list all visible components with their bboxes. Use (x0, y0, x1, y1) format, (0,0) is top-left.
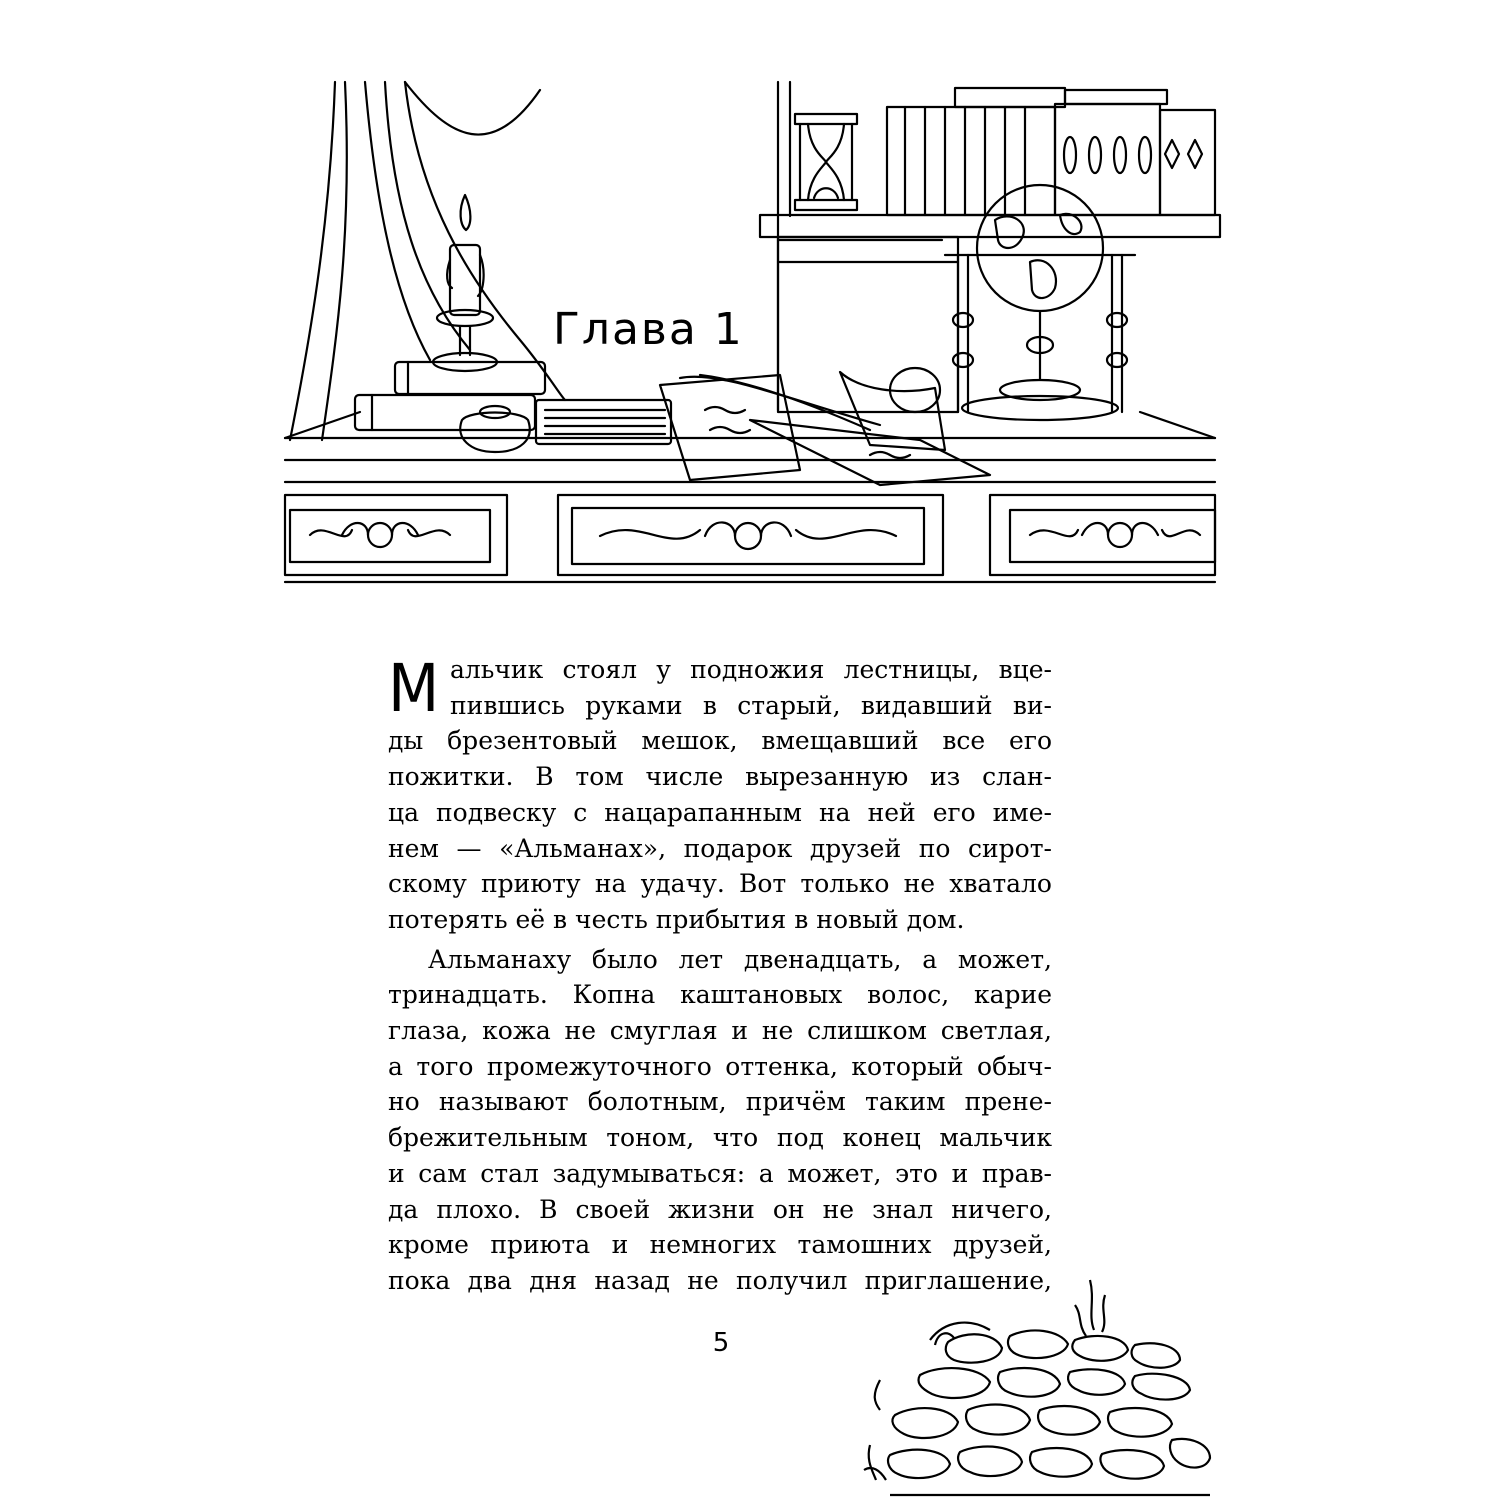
text-line: брежительным тоном, что под конец мальчик (388, 1123, 1052, 1153)
page-number: 5 (712, 1328, 730, 1358)
chapter-title: Глава 1 (553, 304, 744, 356)
text-line: пившись руками в старый, видавший ви- (450, 690, 1052, 720)
text-line: но называют болотным, причём таким прене- (388, 1087, 1052, 1117)
cobblestone-illustration (850, 1270, 1230, 1500)
text-line: и сам стал задумываться: а может, это и прав- (388, 1158, 1052, 1188)
chapter-text (388, 652, 1052, 1299)
text-line: ды брезентовый мешок, вмещавший все его (388, 726, 1052, 756)
curtain (290, 82, 565, 440)
text-line: Альманаху было лет двенадцать, а может, (428, 944, 1052, 974)
text-line: глаза, кожа не смуглая и не слишком светлая, (388, 1016, 1052, 1046)
text-line: скому приюту на удачу. Вот только не хватало (388, 869, 1052, 899)
text-line: тринадцать. Копна каштановых волос, карие (388, 980, 1052, 1010)
window-frame (778, 82, 942, 410)
desk (285, 412, 1215, 582)
text-line: альчик стоял у подножия лестницы, вце- (450, 655, 1052, 684)
chapter-header-illustration (0, 0, 1500, 600)
drop-cap-letter: М (388, 650, 440, 727)
globe (945, 185, 1135, 420)
text-line: да плохо. В своей жизни он не знал ничего, (388, 1194, 1052, 1224)
paragraph-1 (388, 652, 1052, 938)
text-line: кроме приюта и немногих тамошних друзей, (388, 1230, 1052, 1260)
text-line: потерять её в честь прибытия в новый дом. (388, 904, 965, 934)
paragraph-2 (388, 942, 1052, 1299)
text-line: а того промежуточного оттенка, который обыч- (388, 1051, 1052, 1081)
desk-books (355, 362, 671, 444)
text-line: нем — «Альманах», подарок друзей по сирот- (388, 833, 1052, 863)
text-line: ца подвеску с нацарапанным на ней его име- (388, 797, 1052, 827)
shelf-books (887, 88, 1215, 215)
hourglass (795, 114, 857, 210)
mantel-shelf (760, 215, 1220, 412)
text-line: пожитки. В том числе вырезанную из слан- (388, 762, 1052, 792)
papers-and-quill (660, 368, 990, 485)
text-line: пока два дня назад не получил приглашение, (388, 1265, 1052, 1295)
